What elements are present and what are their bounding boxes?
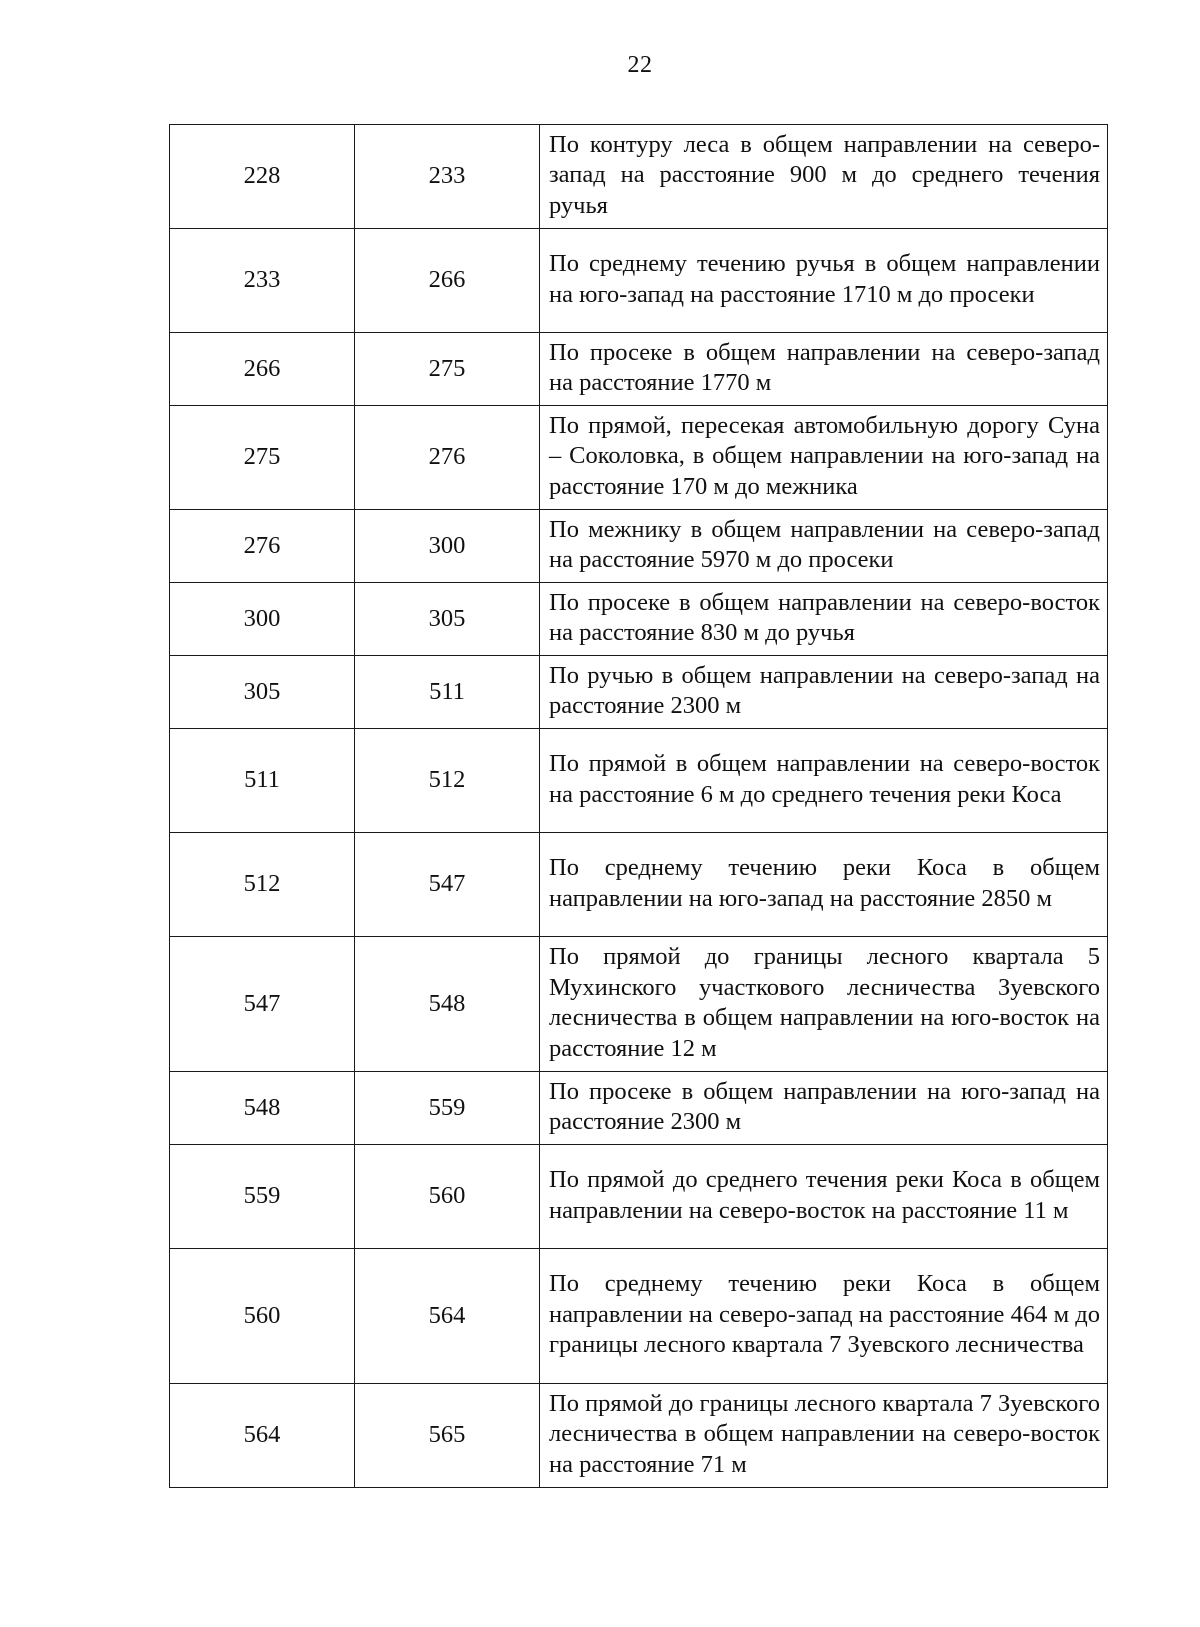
from-point-cell: 559 bbox=[170, 1145, 355, 1249]
table-row bbox=[170, 1145, 1108, 1249]
to-point-cell: 560 bbox=[355, 1145, 540, 1249]
table-row bbox=[170, 1249, 1108, 1384]
table-row bbox=[170, 510, 1108, 583]
description-cell: По межнику в общем направлении на северо-запад на расстояние 5970 м до просеки bbox=[540, 510, 1108, 583]
to-point-cell: 564 bbox=[355, 1249, 540, 1384]
description-cell: По ручью в общем направлении на северо-запад на расстояние 2300 м bbox=[540, 656, 1108, 729]
to-point-cell: 305 bbox=[355, 583, 540, 656]
description-cell: По прямой, пересекая автомобильную дорогу Суна – Соколовка, в общем направлении на юго-запад на расстояние 170 м до межника bbox=[540, 406, 1108, 510]
from-point-cell: 548 bbox=[170, 1072, 355, 1145]
description-cell: По среднему течению ручья в общем направлении на юго-запад на расстояние 1710 м до просеки bbox=[540, 229, 1108, 333]
from-point-cell: 233 bbox=[170, 229, 355, 333]
to-point-cell: 276 bbox=[355, 406, 540, 510]
description-cell: По просеке в общем направлении на северо-запад на расстояние 1770 м bbox=[540, 333, 1108, 406]
to-point-cell: 548 bbox=[355, 937, 540, 1072]
table-row bbox=[170, 937, 1108, 1072]
description-cell: По просеке в общем направлении на юго-запад на расстояние 2300 м bbox=[540, 1072, 1108, 1145]
table-row bbox=[170, 229, 1108, 333]
to-point-cell: 300 bbox=[355, 510, 540, 583]
to-point-cell: 233 bbox=[355, 125, 540, 229]
from-point-cell: 511 bbox=[170, 729, 355, 833]
table-row bbox=[170, 406, 1108, 510]
table-row bbox=[170, 125, 1108, 229]
from-point-cell: 275 bbox=[170, 406, 355, 510]
table-row bbox=[170, 833, 1108, 937]
from-point-cell: 228 bbox=[170, 125, 355, 229]
table-row bbox=[170, 656, 1108, 729]
description-cell: По среднему течению реки Коса в общем направлении на юго-запад на расстояние 2850 м bbox=[540, 833, 1108, 937]
to-point-cell: 565 bbox=[355, 1384, 540, 1488]
description-cell: По прямой в общем направлении на северо-восток на расстояние 6 м до среднего течения реки Коса bbox=[540, 729, 1108, 833]
from-point-cell: 547 bbox=[170, 937, 355, 1072]
table-row bbox=[170, 333, 1108, 406]
description-cell: По прямой до среднего течения реки Коса в общем направлении на северо-восток на расстояние 11 м bbox=[540, 1145, 1108, 1249]
table-row bbox=[170, 1384, 1108, 1488]
from-point-cell: 512 bbox=[170, 833, 355, 937]
to-point-cell: 559 bbox=[355, 1072, 540, 1145]
boundary-description-table bbox=[169, 124, 1108, 1488]
page-number: 22 bbox=[627, 52, 653, 78]
to-point-cell: 511 bbox=[355, 656, 540, 729]
from-point-cell: 276 bbox=[170, 510, 355, 583]
table-row bbox=[170, 729, 1108, 833]
table-row bbox=[170, 1072, 1108, 1145]
from-point-cell: 300 bbox=[170, 583, 355, 656]
to-point-cell: 275 bbox=[355, 333, 540, 406]
from-point-cell: 560 bbox=[170, 1249, 355, 1384]
from-point-cell: 266 bbox=[170, 333, 355, 406]
to-point-cell: 547 bbox=[355, 833, 540, 937]
description-cell: По контуру леса в общем направлении на северо-запад на расстояние 900 м до среднего течения ручья bbox=[540, 125, 1108, 229]
description-cell: По прямой до границы лесного квартала 5 Мухинского участкового лесничества Зуевского лесничества в общем направлении на юго-восток на расстояние 12 м bbox=[540, 937, 1108, 1072]
description-cell: По просеке в общем направлении на северо-восток на расстояние 830 м до ручья bbox=[540, 583, 1108, 656]
description-cell: По прямой до границы лесного квартала 7 Зуевского лесничества в общем направлении на северо-восток на расстояние 71 м bbox=[540, 1384, 1108, 1488]
from-point-cell: 564 bbox=[170, 1384, 355, 1488]
to-point-cell: 512 bbox=[355, 729, 540, 833]
to-point-cell: 266 bbox=[355, 229, 540, 333]
table-row bbox=[170, 583, 1108, 656]
from-point-cell: 305 bbox=[170, 656, 355, 729]
description-cell: По среднему течению реки Коса в общем направлении на северо-запад на расстояние 464 м до границы лесного квартала 7 Зуевского лесничества bbox=[540, 1249, 1108, 1384]
